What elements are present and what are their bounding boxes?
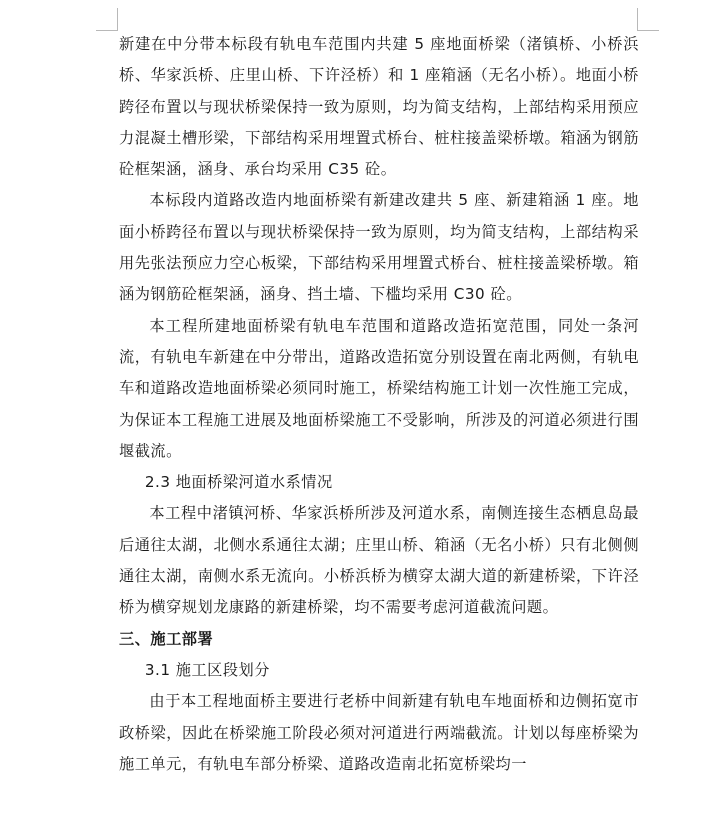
margin-mark-top-left <box>117 8 118 30</box>
margin-mark-top-left <box>96 30 118 31</box>
document-body <box>119 29 639 780</box>
paragraph: 本工程所建地面桥梁有轨电车范围和道路改造拓宽范围，同处一条河流，有轨电车新建在中分带出，道路改造拓宽分别设置在南北两侧，有轨电车和道路改造地面桥梁必须同时施工，桥梁结构施工计划一次性施工完成，为保证本工程施工进展及地面桥梁施工不受影响，所涉及的河道必须进行围堰截流。 <box>119 316 639 460</box>
margin-mark-top-right <box>637 30 659 31</box>
chapter-heading-3: 三、施工部署 <box>119 629 214 648</box>
paragraph: 新建在中分带本标段有轨电车范围内共建 5 座地面桥梁（渚镇桥、小桥浜桥、华家浜桥、庄里山桥、下许泾桥）和 1 座箱涵（无名小桥）。地面小桥跨径布置以与现状桥梁保持一致为原则，均为简支结构，上部结构采用预应力混凝土槽形梁，下部结构采用埋置式桥台、桩柱接盖梁桥墩。箱涵为钢筋砼框架涵，涵身、承台均采用 C35 砼。 <box>119 35 639 179</box>
paragraph: 本标段内道路改造内地面桥梁有新建改建共 5 座、新建箱涵 1 座。地面小桥跨径布置以与现状桥梁保持一致为原则，均为简支结构，上部结构采用先张法预应力空心板梁，下部结构采用埋置式桥台、桩柱接盖梁桥墩。箱涵为钢筋砼框架涵，涵身、挡土墙、下槛均采用 C30 砼。 <box>119 191 639 304</box>
section-heading-3-1: 3.1 施工区段划分 <box>144 660 270 679</box>
margin-mark-top-right <box>637 8 638 30</box>
paragraph: 由于本工程地面桥主要进行老桥中间新建有轨电车地面桥和边侧拓宽市政桥梁，因此在桥梁施工阶段必须对河道进行两端截流。计划以每座桥梁为施工单元，有轨电车部分桥梁、道路改造南北拓宽桥梁均一 <box>119 692 639 773</box>
paragraph: 本工程中渚镇河桥、华家浜桥所涉及河道水系，南侧连接生态栖息岛最后通往太湖，北侧水系通往太湖；庄里山桥、箱涵（无名小桥）只有北侧侧通往太湖，南侧水系无流向。小桥浜桥为横穿太湖大道的新建桥梁，下许泾桥为横穿规划龙康路的新建桥梁，均不需要考虑河道截流问题。 <box>119 504 639 617</box>
section-heading-2-3: 2.3 地面桥梁河道水系情况 <box>144 473 333 492</box>
